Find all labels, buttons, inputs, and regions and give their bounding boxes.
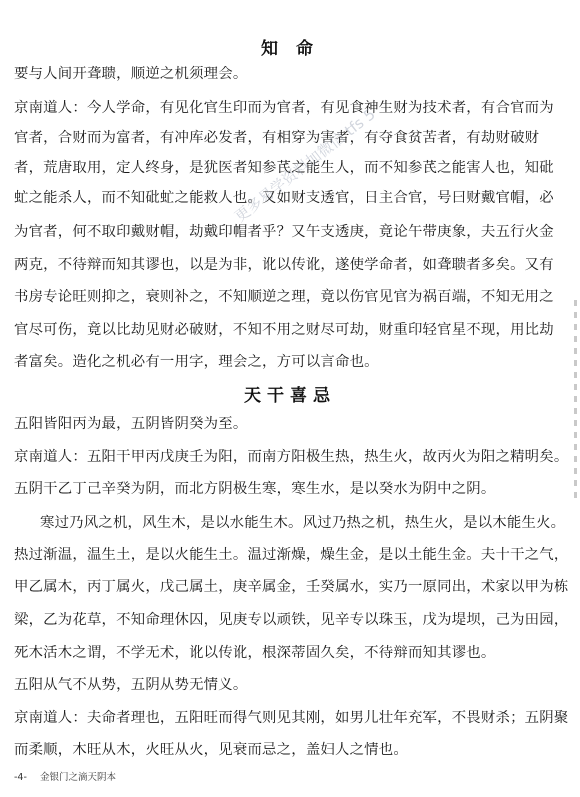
paragraph-line: 官者，合财而为富者，有冲库必发者，有相穿为害者，有夺食贫苦者，有劫财破财 [14,130,540,146]
paragraph-line: 为官者，何不取印戴财帽，劫戴印帽者乎？又午支透庚，竟论午带庚象，夫五行火金 [14,224,554,240]
paragraph-line: 京南道人：今人学命，有见化官生印而为官者，有见食神生财为技术者，有合官而为 [14,100,554,116]
paragraph-line: 京南道人：夫命者理也，五阳旺而得气则见其刚，如男儿壮年充军，不畏财杀；五阴聚 [14,710,569,726]
paragraph-line: 书房专论旺则抑之，衰则补之，不知顺逆之理，竟以伤官见官为祸百端，不知无用之 [14,289,554,305]
paragraph-line: 甲乙属木，丙丁属火，戊己属土，庚辛属金，壬癸属水，实乃一原同出，术家以甲为栋 [14,579,569,595]
page-number: -4- [14,772,27,783]
verse-line: 要与人间开聋聩，顺逆之机须理会。 [14,66,248,82]
section-title-zhiming: 知 命 [261,39,319,59]
verse-line: 五阳皆阳丙为最，五阴皆阴癸为至。 [14,416,248,432]
paragraph-line: 者富矣。造化之机必有一用字，理会之，方可以言命也。 [14,354,379,370]
page-footer [14,769,116,783]
section-title-tiangan: 天干喜忌 [244,386,336,406]
paragraph-line: 官尽可伤，竟以比劫见财必破财，不知不用之财尽可劫，财重印轻官星不现，用比劫 [14,322,554,338]
paragraph-line: 梁，乙为花草，不知命理休囚，见庚专以顽铁，见辛专以珠玉，戊为堤坝，己为田园， [14,612,569,628]
page-edge-mark [574,300,577,500]
paragraph-line: 两克，不待辩而知其谬也，以是为非，讹以传讹，遂使学命者，如聋聩者多矣。又有 [14,257,554,273]
paragraph-line: 死木活木之谓，不学无术，讹以传讹，根深蒂固久矣，不待辩而知其谬也。 [14,645,496,661]
paragraph-line: 寒过乃风之机，风生木，是以水能生木。风过乃热之机，热生火，是以木能生火。 [40,515,566,531]
paragraph-line: 者，荒唐取用，定人终身，是犹医者知参芪之能生人，而不知参芪之能害人也，知砒 [14,160,554,176]
paragraph-line: 五阴干乙丁己辛癸为阴，而北方阴极生寒，寒生水，是以癸水为阴中之阴。 [14,481,496,497]
paragraph-line: 而柔顺，木旺从木，火旺从火，见衰而忌之，盖妇人之情也。 [14,742,408,758]
verse-line: 五阳从气不从势，五阴从势无情义。 [14,677,248,693]
paragraph-line: 热过渐温，温生土，是以火能生土。温过渐燥，燥生金，是以土能生金。夫十干之气， [14,547,569,563]
paragraph-line: 虻之能杀人，而不知砒虻之能救人也。又如财支透官，日主合官，号曰财戴官帽，必 [14,190,554,206]
paragraph-line: 京南道人：五阳干甲丙戊庚壬为阳，而南方阳极生热，热生火，故丙火为阳之精明矣。 [14,449,569,465]
book-title: 金银门之滴天阴本 [39,772,116,783]
watermark: 更多易学资料加微信 tfs 5 [231,105,379,226]
